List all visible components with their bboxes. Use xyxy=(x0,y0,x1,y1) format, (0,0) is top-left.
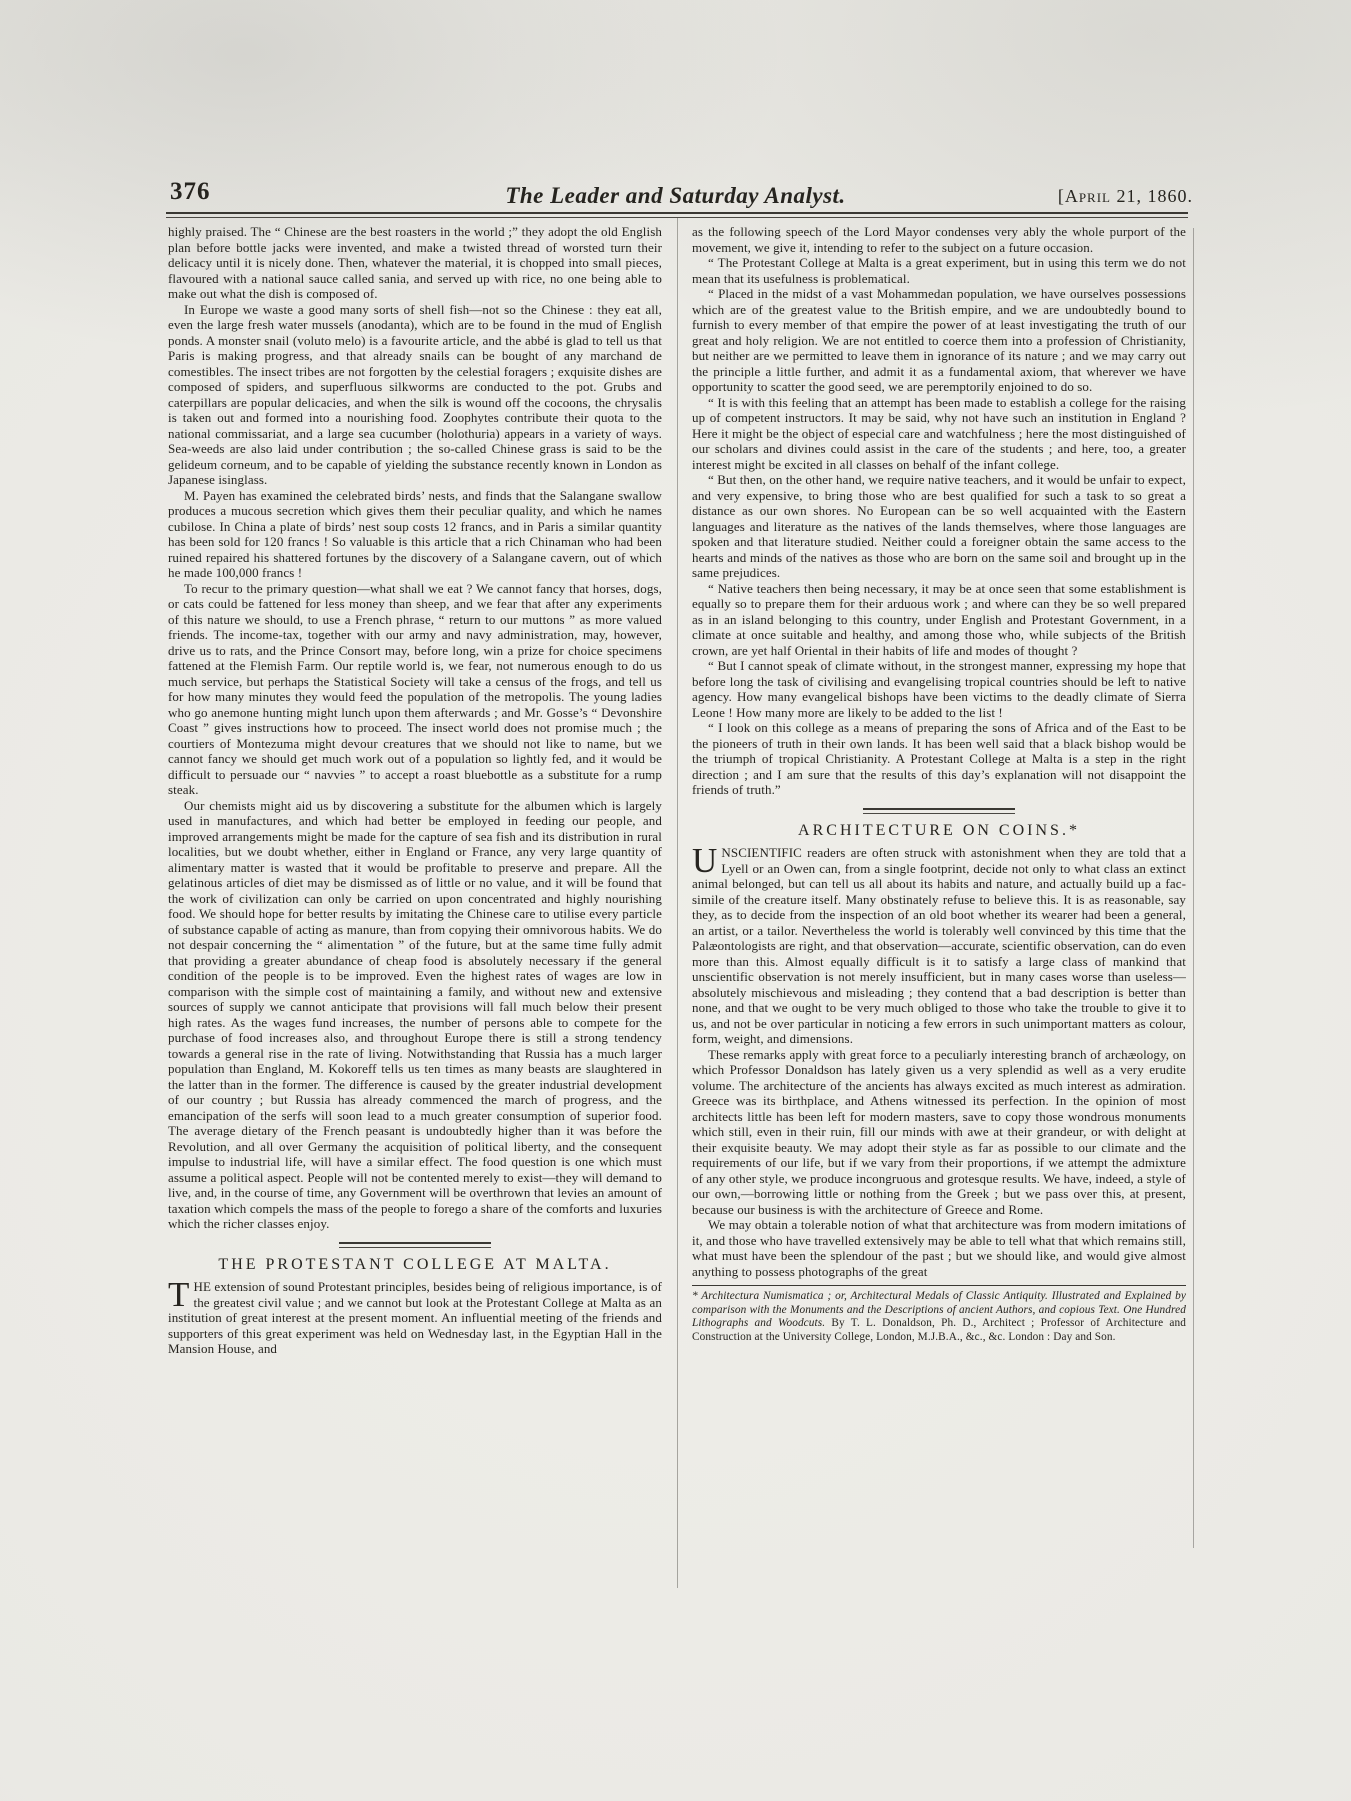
article-paragraph xyxy=(692,841,1186,1047)
article-paragraph: To recur to the primary question—what shall we eat ? We cannot fancy that horses, dogs, or cats could be fattened for less money than sheep, and we fear that after any experiments of this nature we should, to use a French phrase, “ return to our muttons ” as more valued friends. The income-tax, together with our army and navy administration, may, however, drive us to rats, and the Prince Consort may, before long, win a prize for choice specimens fattened at the Flemish Farm. Our reptile world is, we fear, not numerous enough to do us much service, but perhaps the Statistical Society will take a census of the frogs, and tell us for how many minutes they would feed the population of the metropolis. The young ladies who go anemone hunting might lunch upon them afterwards ; and Mr. Gosse’s “ Devonshire Coast ” gives instructions how to proceed. The insect world does not promise much ; the courtiers of Montezuma might devour creatures that we should not like to name, but we cannot fancy we should get much work out of a population so lightly fed, and it would be difficult to persuade our “ navvies ” to accept a roast bluebottle as a substitute for a rump steak. xyxy=(168,580,662,797)
article-paragraph: “ But then, on the other hand, we require native teachers, and it would be unfair to expect, and very expensive, to bring those who are best qualified for such a task to so great a distance as our own shores. No European can be so well acquainted with the Eastern languages and literature as the natives of the lands themselves, where those languages are spoken and that literature studied. Neither could a foreigner obtain the same access to the hearts and minds of the natives as those who are born on the same soil and brought up in the same prejudices. xyxy=(692,472,1186,580)
section-divider-rule xyxy=(863,808,1015,814)
section-heading-malta: THE PROTESTANT COLLEGE AT MALTA. xyxy=(218,1255,612,1273)
article-paragraph: “ Placed in the midst of a vast Mohammedan population, we have ourselves possessions which are of the greatest value to the British empire, and we are undoubtedly bound to furnish to every member of that empire the power of at least investigating the truth of our great and holy religion. We are not entitled to coerce them into a profession of Christianity, but neither are we permitted to leave them in ignorance of its nature ; and we may carry out the principle a little further, and admit it as a fundamental axiom, that wherever we have opportunity to scatter the good seed, we are peremptorily enjoined to do so. xyxy=(692,286,1186,394)
article-paragraph: “ Native teachers then being necessary, it may be at once seen that some establishment is equally so to prepare them for their arduous work ; and where can they be so well prepared as in an island belonging to this country, under English and Protestant Government, in a climate at once suitable and healthy, and among those who, while subjects of the British crown, are yet half Oriental in their habits of life and modes of thought ? xyxy=(692,580,1186,658)
article-paragraph: “ I look on this college as a means of preparing the sons of Africa and of the East to be the pioneers of truth in their own lands. It has been well said that a black bishop would be the triumph of tropical Christianity. A Protestant College at Malta is a step in the right direction ; and I am sure that the results of this day’s explanation will not disappoint the friends of truth.” xyxy=(692,720,1186,797)
article-paragraph: We may obtain a tolerable notion of what that architecture was from modern imitations of it, and those who have travelled extensively may be able to tell what that which remains still, what must have been the splendour of the past ; but we should like, and would give almost anything to possess photographs of the great xyxy=(692,1217,1186,1279)
drop-cap-letter: T xyxy=(168,1275,190,1314)
article-paragraph: highly praised. The “ Chinese are the best roasters in the world ;” they adopt the old English plan before bottle jacks were invented, and make a twisted thread of worsted turn their delicacy until it is nicely done. Then, whatever the material, it is chopped into small pieces, flavoured with a national sauce called sania, and served up with rice, no one being able to make out what the dish is composed of. xyxy=(168,224,662,301)
footnote-title-text: * Architectura Numismatica ; or, Architectural Medals of Classic Antiquity. Illustrated and Explained by comparison with the Monuments and the Descriptions of ancient Authors, and copious Text. One Hundred Lithographs and Woodcuts. xyxy=(692,1290,1186,1330)
footnote-publisher-text: By T. L. Donaldson, Ph. D., Architect ; Professor of Architecture and Construction at the University College, London, M.J.B.A., &c., &c. London : Day and Son. xyxy=(692,1317,1186,1343)
article-paragraph: “ It is with this feeling that an attempt has been made to establish a college for the raising up of competent instructors. It may be said, why not have such an institution in England ? Here it might be the object of especial care and watchfulness ; here the most distinguished of our scholars and divines could assist in the care of the students ; and here, too, a greater interest might be excited in all classes on behalf of the infant college. xyxy=(692,394,1186,472)
article-paragraph: M. Payen has examined the celebrated birds’ nests, and finds that the Salangane swallow produces a mucous secretion which gives them their peculiar quality, and which he names cubilose. In China a plate of birds’ nest soup costs 12 francs, and in Paris a similar quantity has been sold for 120 francs ! So valuable is this article that a rich Chinaman who had been ruined repaired his shattered fortunes by the discovery of a Salangane cavern, out of which he made 100,000 francs ! xyxy=(168,487,662,580)
paragraph-text: HE extension of sound Protestant principles, besides being of religious importance, is of the greatest civil value ; and we cannot but look at the Protestant College at Malta as an institution of great interest at the present moment. An influential meeting of the friends and supporters of this great experiment was held on Wednesday last, in the Egyptian Hall in the Mansion House, and xyxy=(168,1279,662,1356)
paragraph-text: NSCIENTIFIC readers are often struck with astonishment when they are told that a Lyell or an Owen can, from a single footprint, decide not only to what class an extinct animal belonged, but can tell us all about its habits and nature, and actually build up a fac-simile of the creature itself. Many obstinately refuse to believe this. It is as reasonable, say they, as to decide from the inspection of an old boot whether its wearer had been a general, an artist, or a tailor. Nevertheless the world is tolerably well convinced by this time that the Palæontologists are right, and that observation—accurate, scientific observation, can do even more than this. Almost equally difficult is it to satisfy a large class of mankind that unscientific observation is not merely insufficient, but in many cases worse than useless— absolutely mischievous and misleading ; they contend that a bad description is better than none, and that we ought to be very much obliged to those who take the trouble to give it to us, and not be over particular in noticing a few errors in such unimportant matters as colour, form, weight, and dimensions. xyxy=(692,845,1186,1046)
article-paragraph: These remarks apply with great force to a peculiarly interesting branch of archæology, on which Professor Donaldson has lately given us a very splendid as well as a very erudite volume. The architecture of the ancients has always excited as much interest as admiration. Greece was its birthplace, and Athens witnessed its perfection. In the opinion of most architects little has been left for modern masters, save to copy those wondrous monuments which still, even in their ruin, fill our minds with awe at their grandeur, or with delight at their exquisite beauty. We may adopt their style as far as possible to our climate and the requirements of our life, but if we vary from their proportions, if we attempt the admixture of any other style, we produce incongruous and grotesque results. We have, indeed, a style of our own,—borrowing little or nothing from the Greek ; but we pass over this, at present, because our business is with the architecture of Greece and Rome. xyxy=(692,1046,1186,1217)
footnote xyxy=(692,1285,1186,1344)
page-edge-rule xyxy=(1193,228,1194,1548)
page-number: 376 xyxy=(170,178,211,205)
article-paragraph: as the following speech of the Lord Mayor condenses very ably the whole purport of the movement, we give it, intending to refer to the subject on a future occasion. xyxy=(692,224,1186,255)
article-paragraph: In Europe we waste a good many sorts of shell fish—not so the Chinese : they eat all, even the large fresh water mussels (anodanta), which are to be found in the mud of English ponds. A monster snail (voluto melo) is a favourite article, and the abbé is glad to tell us that Paris is making progress, and that already snails can be bought of any marchand de comestibles. The insect tribes are not forgotten by the celestial foragers ; exquisite dishes are composed of spiders, and superfluous silkworms are conducted to the pot. Grubs and caterpillars are popular delicacies, and when the silk is wound off the cocoons, the chrysalis is taken out and formed into a nourishing food. Zoophytes contribute their quota to the national commissariat, and a large sea cucumber (holothuria) appears in a variety of ways. Sea-weeds are also laid under contribution ; the so-called Chinese grass is said to be the gelideum corneum, and to be capable of yielding the substance recently known in London as Japanese isinglass. xyxy=(168,301,662,487)
article-paragraph: “ The Protestant College at Malta is a great experiment, but in using this term we do not mean that its usefulness is problematical. xyxy=(692,255,1186,286)
left-column xyxy=(168,224,662,1357)
masthead-title: The Leader and Saturday Analyst. xyxy=(505,183,846,208)
article-paragraph: Our chemists might aid us by discovering a substitute for the albumen which is largely used in manufactures, and which had better be employed in feeding our people, and improved arrangements might be made for the capture of sea fish and its distribution in rural localities, but we doubt whether, either in England or France, any very large quantity of alimentary matter is wasted that it would be profitable to preserve and prepare. All the gelatinous articles of diet may be dismissed as of little or no value, and it will be found that the work of civilization can only be carried on upon concentrated and highly nourishing food. We should hope for better results by imitating the Chinese care to utilise every particle of substance capable of acting as manure, than from copying their omnivorous habits. We do not despair concerning the “ alimentation ” of the future, but at the same time fully admit that providing a greater abundance of cheap food is absolutely necessary if the general condition of the people is to be improved. Even the highest rates of wages are low in comparison with the simple cost of maintaining a family, and without new and extensive sources of supply we cannot anticipate that provisions will fall much below their present high rates. As the wages fund increases, the number of persons able to compete for the purchase of food increases also, and throughout Europe there is still a strong tendency towards a general rise in the rate of living. Notwithstanding that Russia has a much larger population than England, M. Kokoreff tells us ten times as many beasts are slaughtered in the latter than in the former. The difference is caused by the greater industrial development of our country ; but Russia has already commenced the march of progress, and the emancipation of the serfs will soon lead to a much greater consumption of superior food. The average dietary of the French peasant is undoubtedly higher than it was before the Revolution, and all over Germany the acquisition of political liberty, and the consequent impulse to industrial life, will have a similar effect. The food question is one which must assume a political aspect. People will not be contented merely to exist—they will demand to live, and, in the course of time, any Government will be overthrown that levies an amount of taxation which compels the mass of the people to forego a share of the comforts and luxuries which the richer classes enjoy. xyxy=(168,797,662,1231)
right-column xyxy=(692,224,1186,1344)
article-paragraph xyxy=(168,1275,662,1357)
column-divider-rule xyxy=(677,218,678,1588)
issue-date: [April 21, 1860. xyxy=(1057,186,1193,206)
article-paragraph: “ But I cannot speak of climate without, in the strongest manner, expressing my hope that before long the task of civilising and evangelising tropical countries should be left to native agency. How many evangelical bishops have been victims to the deadly climate of Sierra Leone ! How many more are likely to be added to the list ! xyxy=(692,658,1186,720)
section-divider-rule xyxy=(339,1242,491,1248)
section-heading-coins: ARCHITECTURE ON COINS.* xyxy=(798,821,1080,839)
drop-cap-letter: U xyxy=(692,841,718,880)
